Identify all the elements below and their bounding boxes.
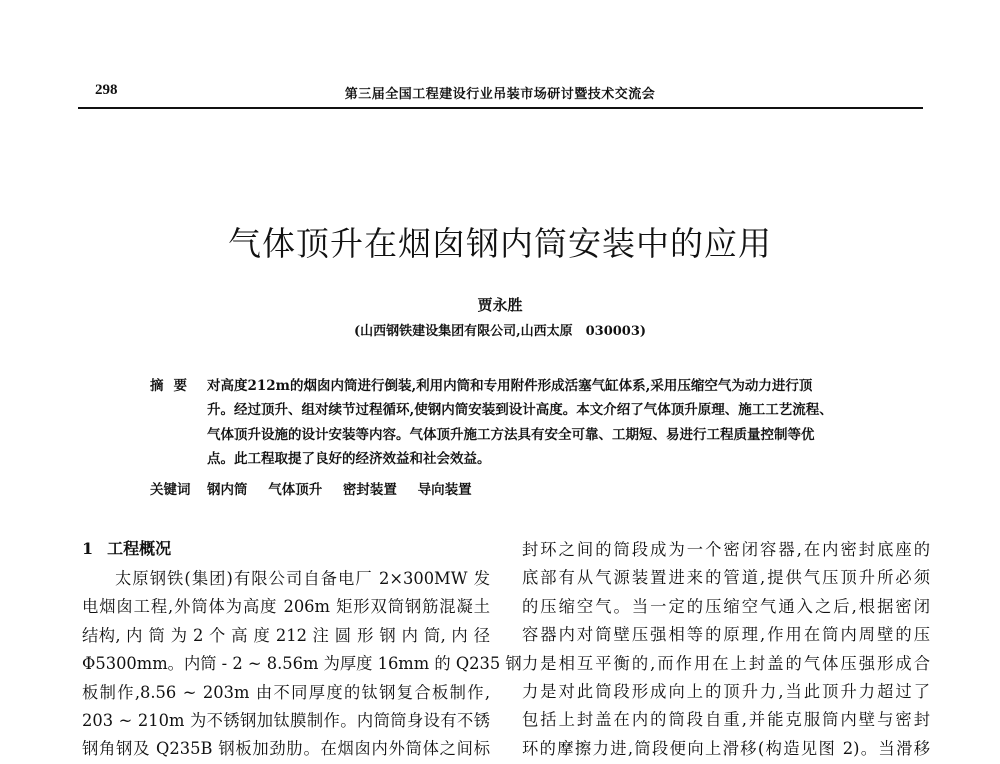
abstract-body: [207, 374, 883, 472]
section-heading: [82, 536, 171, 559]
page-number: 298: [95, 82, 118, 98]
section-title: 工程概况: [107, 539, 172, 558]
affiliation: (山西钢铁建设集团有限公司,山西太原 030003): [353, 324, 647, 339]
keyword: 气体顶升: [268, 482, 323, 498]
header-rule: [78, 107, 923, 109]
abstract-line: 点。此工程取提了良好的经济效益和社会效益。: [207, 451, 491, 468]
body-line: 封环之间的筒段成为一个密闭容器,在内密封底座的: [522, 540, 930, 559]
body-line: 板制作,8.56 ~ 203m 由不同厚度的钛钢复合板制作,: [82, 682, 490, 702]
abstract-line: 升。经过顶升、组对续节过程循环,使钢内筒安装到设计高度。本文介绍了气体顶升原理、施工工艺流程、: [207, 402, 833, 419]
body-line: 太原钢铁(集团)有限公司自备电厂 2×300MW 发: [115, 569, 490, 588]
section-number: 1: [82, 539, 94, 558]
keywords-label: 关键词: [150, 482, 191, 498]
running-header: 第三届全国工程建设行业吊装市场研讨暨技术交流会: [344, 87, 656, 102]
body-line: 203 ~ 210m 为不锈钢加钛膜制作。内筒筒身设有不锈: [82, 711, 490, 731]
body-line: 底部有从气源装置进来的管道,提供气压顶升所必须: [522, 568, 930, 588]
keywords-list: [207, 478, 488, 498]
abstract-label: 摘要: [150, 378, 197, 394]
body-line: 包括上封盖在内的筒段自重,并能克服筒内壁与密封: [522, 710, 930, 730]
body-line: 电烟囱工程,外筒体为高度 206m 矩形双筒钢筋混凝土: [82, 597, 490, 617]
body-line: 钢角钢及 Q235B 钢板加劲肋。在烟囱内外筒体之间标: [82, 739, 490, 759]
article-title: 气体顶升在烟囱钢内筒安装中的应用: [228, 224, 772, 263]
abstract-line: 对高度212m的烟囱内筒进行倒装,利用内筒和专用附件形成活塞气缸体系,采用压缩空气为动力进行顶: [207, 378, 813, 394]
body-line: 力是相互平衡的,而作用在上封盖的气体压强形成合: [522, 653, 930, 673]
left-column: [82, 565, 522, 764]
body-line: 环的摩擦力进,筒段便向上滑移(构造见图 2)。当滑移: [522, 738, 930, 758]
body-line: 力是对此筒段形成向上的顶升力,当此顶升力超过了: [522, 682, 930, 702]
author: 贾永胜: [477, 296, 523, 314]
keyword: 钢内筒: [207, 482, 248, 498]
right-column: [522, 536, 930, 763]
keyword: 密封装置: [342, 482, 397, 498]
body-line: 的压缩空气。当一定的压缩空气通入之后,根据密闭: [522, 596, 930, 616]
body-line: Φ5300mm。内筒 - 2 ~ 8.56m 为厚度 16mm 的 Q235 钢: [82, 654, 522, 674]
body-line: 容器内对筒壁压强相等的原理,作用在筒内周壁的压: [522, 625, 930, 645]
body-line: 结构, 内 筒 为 2 个 高 度 212 注 圆 形 钢 内 筒, 内 径: [82, 625, 490, 645]
keyword: 导向装置: [417, 482, 472, 498]
abstract-line: 气体顶升设施的设计安装等内容。气体顶升施工方法具有安全可靠、工期短、易进行工程质量控制等优: [207, 426, 815, 443]
